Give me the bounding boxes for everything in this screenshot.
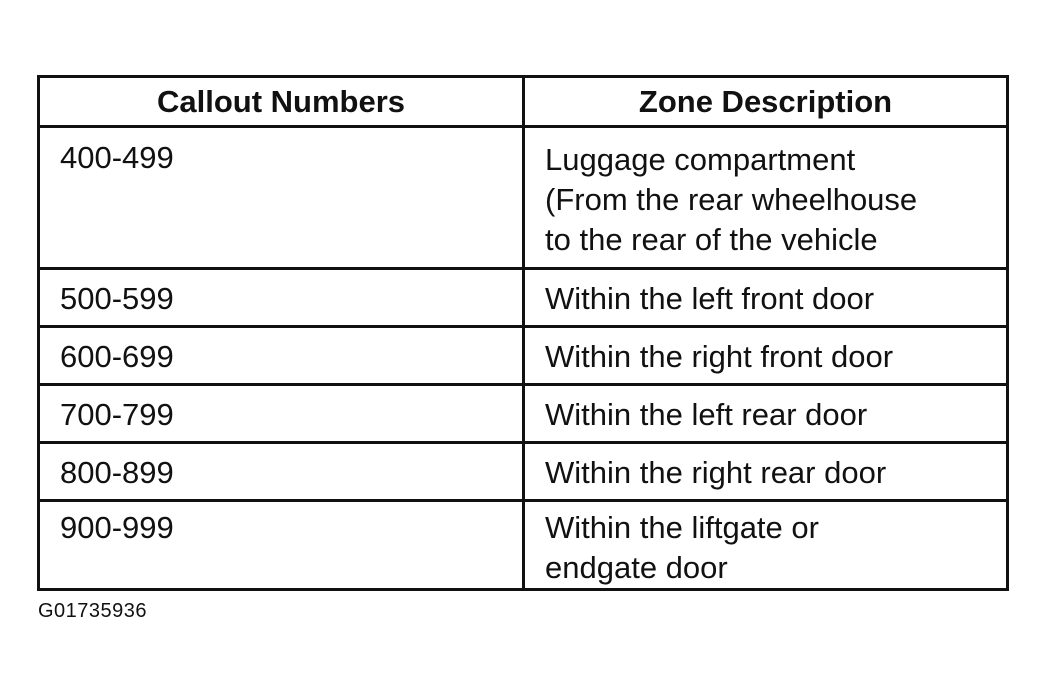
zone-description	[524, 501, 1008, 590]
zone-description-line: Within the left front door	[545, 281, 875, 316]
figure-id: G01735936	[38, 600, 148, 622]
callout-range: 900-999	[39, 501, 524, 590]
table-header-row	[39, 77, 1008, 127]
zone-description	[524, 269, 1008, 327]
callout-zone-table	[37, 75, 1009, 591]
callout-range: 800-899	[39, 443, 524, 501]
zone-description	[524, 327, 1008, 385]
zone-description-line: endgate door	[545, 550, 728, 585]
table-row	[39, 269, 1008, 327]
header-callout-numbers: Callout Numbers	[39, 77, 524, 127]
zone-description-line: (From the rear wheelhouse	[545, 182, 918, 217]
table-row	[39, 443, 1008, 501]
zone-description-line: Luggage compartment	[545, 142, 856, 177]
zone-description	[524, 127, 1008, 269]
zone-description-line: to the rear of the vehicle	[545, 222, 878, 257]
table-row	[39, 327, 1008, 385]
callout-range: 700-799	[39, 385, 524, 443]
callout-range: 400-499	[39, 127, 524, 269]
zone-description-line: Within the left rear door	[545, 397, 868, 432]
header-zone-description: Zone Description	[524, 77, 1008, 127]
zone-description	[524, 443, 1008, 501]
zone-description-line: Within the right rear door	[545, 455, 887, 490]
callout-range: 600-699	[39, 327, 524, 385]
table-row	[39, 127, 1008, 269]
table-row	[39, 501, 1008, 590]
zone-description-line: Within the right front door	[545, 339, 894, 374]
callout-range: 500-599	[39, 269, 524, 327]
zone-description	[524, 385, 1008, 443]
table-row	[39, 385, 1008, 443]
zone-description-line: Within the liftgate or	[545, 510, 819, 545]
